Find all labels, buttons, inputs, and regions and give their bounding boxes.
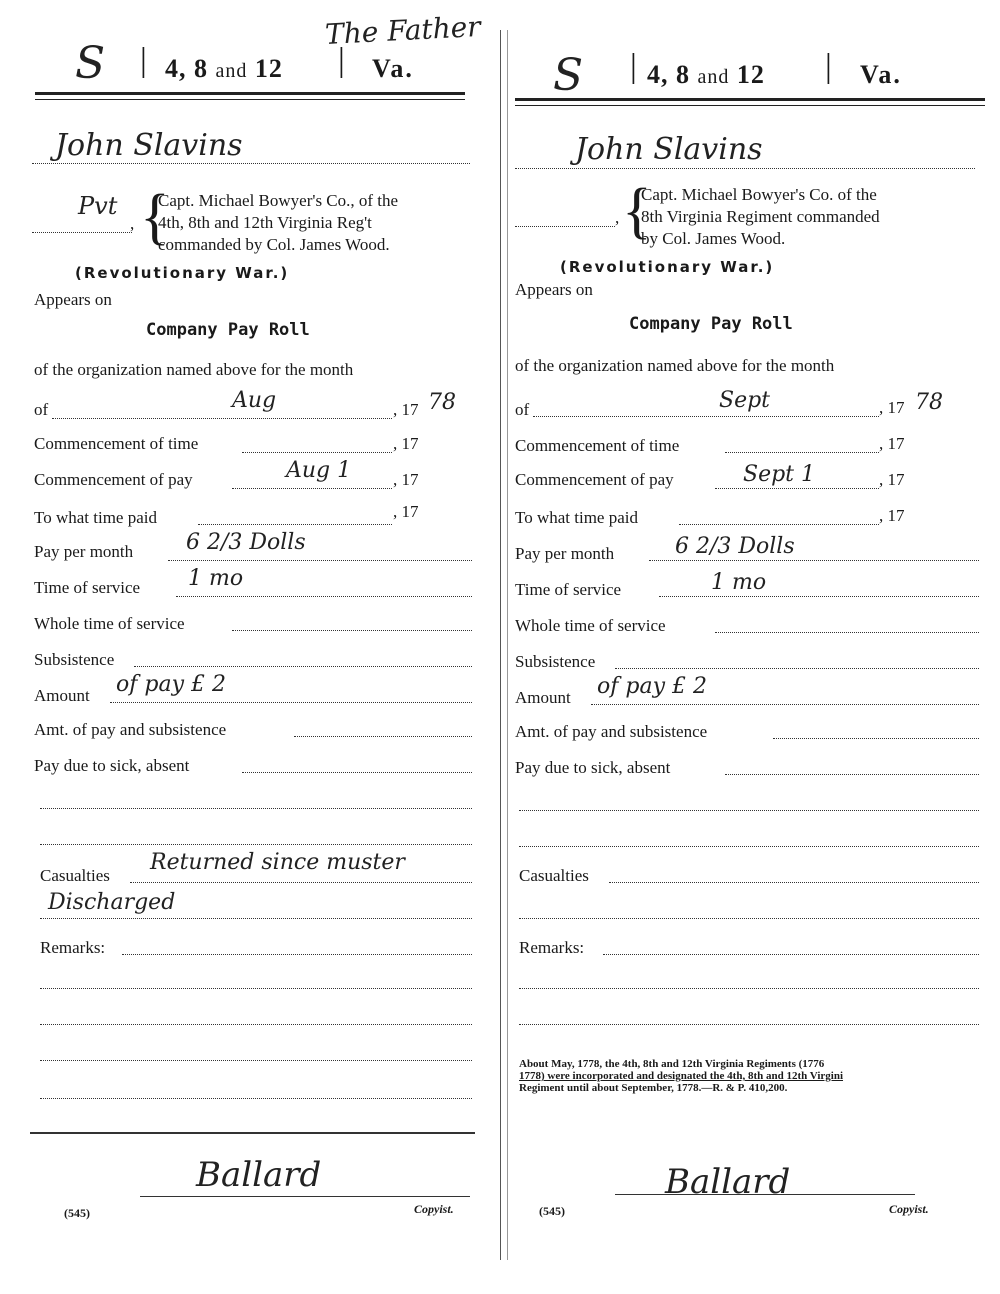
casualties-value: Returned since muster — [150, 850, 405, 875]
appears-on: Appears on — [34, 290, 112, 309]
brace: { — [622, 177, 652, 245]
sick-label: Pay due to sick, absent — [34, 756, 190, 775]
amount-label: Amount — [34, 686, 90, 705]
subsistence-label: Subsistence — [34, 650, 115, 669]
company-info: Capt. Michael Bowyer's Co., of the 4th, 8th and 12th Virginia Reg't commanded by Col. James Wood. — [158, 191, 399, 254]
header-rule — [515, 98, 985, 106]
remarks-label: Remarks: — [519, 938, 585, 957]
amount-value: of pay £ 2 — [597, 674, 707, 699]
service-value: 1 mo — [188, 566, 244, 591]
commencement-pay-value: Aug 1 — [286, 458, 352, 483]
pay-month-label: Pay per month — [34, 542, 134, 561]
casualties-label: Casualties — [519, 866, 589, 885]
org-line: of the organization named above for the month — [34, 360, 354, 379]
commencement-pay-value: Sept 1 — [743, 462, 816, 487]
soldier-name: John Slavins — [55, 128, 243, 163]
copyist-label: Copyist. — [414, 1202, 454, 1216]
year-printed: , 17 — [393, 400, 419, 419]
amount-value: of pay £ 2 — [116, 672, 226, 697]
left-card: S | 4, 8 and 12 | Va. John Slavins Pvt , { Capt. Michael Bowyer's Co., of the 4th, 8th and 12th Virginia Reg't commanded by Col. James Wood. (Revolutionary War.) Appears on Company Pay Roll of the organization named above for the month of Aug , 17 78 Commencement of time , 17 Commencement of pay Aug 1 , 17 To what time paid , 17 Pay per month 6 2/3 Dolls Time of service 1 mo Whole time of service Subsistence Amount of pay £ 2 Amt. of pay and subsistence Pay due to sick, absent Casualties Returned since muster Discharged Remarks: Ballard (545) Copyist. — [0, 0, 500, 1270]
header-unit: 4, 8 and 12 — [647, 60, 765, 89]
whole-service-label: Whole time of service — [34, 614, 185, 633]
year-written: 78 — [428, 390, 456, 415]
amt-sub-label: Amt. of pay and subsistence — [515, 722, 708, 741]
whole-service-label: Whole time of service — [515, 616, 666, 635]
casualties-label: Casualties — [40, 866, 110, 885]
pay-month-value: 6 2/3 Dolls — [675, 534, 795, 559]
amt-sub-label: Amt. of pay and subsistence — [34, 720, 227, 739]
top-handwritten-note: The Father — [324, 9, 482, 52]
casualties-value-2: Discharged — [48, 890, 176, 915]
war-label: (Revolutionary War.) — [560, 258, 775, 276]
pay-month-label: Pay per month — [515, 544, 615, 563]
paid-to-label: To what time paid — [34, 508, 157, 527]
brace: { — [140, 183, 170, 251]
bottom-rule — [30, 1132, 475, 1134]
of-label: of — [515, 400, 530, 419]
commencement-pay-label: Commencement of pay — [515, 470, 674, 489]
soldier-name: John Slavins — [575, 132, 763, 167]
copyist-signature: Ballard — [665, 1162, 791, 1202]
company-info: Capt. Michael Bowyer's Co. of the 8th Virginia Regiment commanded by Col. James Wood. — [641, 185, 880, 248]
commencement-time-label: Commencement of time — [34, 434, 199, 453]
year-written: 78 — [915, 390, 943, 415]
header-initial: S — [75, 38, 106, 89]
remarks-label: Remarks: — [40, 938, 106, 957]
footnote: About May, 1778, the 4th, 8th and 12th Virginia Regiments (1776 1778) were incorporated and designated the 4th, 8th and 12th Virgini Regiment until about September, 1778.—R. & P. 410,200. — [519, 1058, 844, 1094]
signature-line — [615, 1194, 915, 1195]
rank-value: Pvt — [78, 192, 118, 220]
commencement-pay-label: Commencement of pay — [34, 470, 193, 489]
org-line: of the organization named above for the month — [515, 356, 835, 375]
header-rule — [35, 92, 465, 100]
header-state: Va. — [372, 54, 414, 83]
service-value: 1 mo — [711, 570, 767, 595]
header-unit: 4, 8 and 12 — [165, 54, 283, 83]
appears-on: Appears on — [515, 280, 593, 299]
header-separator: | — [630, 48, 637, 85]
roll-title: Company Pay Roll — [146, 320, 310, 340]
month-value: Sept — [719, 388, 771, 413]
header-separator: | — [825, 48, 832, 85]
right-card: S | 4, 8 and 12 | Va. John Slavins , { Capt. Michael Bowyer's Co. of the 8th Virginia Regiment commanded by Col. James Wood. (Revolutionary War.) Appears on Company Pay Roll of the organization named above for the month of Sept , 17 78 Commencement of time , 17 Commencement of pay Sept 1 , 17 To what time paid , 17 Pay per month 6 2/3 Dolls Time of service 1 mo Whole time of service Subsistence Amount of pay £ 2 Amt. of pay and subsistence Pay due to sick, absent Casualties Remarks: About May, 1778, the 4th, 8th and 12th Virginia Regiments (1776 1778) were incorporated and designated the 4th, 8th and 12th Virgini Regiment until about September, 1778.—R. & P. 410,200. Ballard (545) Copyist. — [505, 0, 1000, 1270]
copyist-signature: Ballard — [196, 1155, 322, 1195]
header-initial: S — [553, 50, 584, 101]
signature-line — [140, 1196, 470, 1197]
of-label: of — [34, 400, 49, 419]
subsistence-label: Subsistence — [515, 652, 596, 671]
sick-label: Pay due to sick, absent — [515, 758, 671, 777]
service-label: Time of service — [515, 580, 622, 599]
copyist-label: Copyist. — [889, 1202, 929, 1216]
service-label: Time of service — [34, 578, 141, 597]
paid-to-label: To what time paid — [515, 508, 638, 527]
pay-month-value: 6 2/3 Dolls — [186, 530, 306, 555]
amount-label: Amount — [515, 688, 571, 707]
year-printed: , 17 — [879, 398, 905, 417]
form-number: (545) — [539, 1204, 565, 1218]
form-number: (545) — [64, 1206, 90, 1220]
roll-title: Company Pay Roll — [629, 314, 793, 334]
header-separator: | — [140, 42, 147, 79]
header-separator: | — [338, 42, 345, 79]
month-value: Aug — [232, 388, 277, 413]
commencement-time-label: Commencement of time — [515, 436, 680, 455]
header-state: Va. — [860, 60, 902, 89]
war-label: (Revolutionary War.) — [75, 264, 290, 282]
